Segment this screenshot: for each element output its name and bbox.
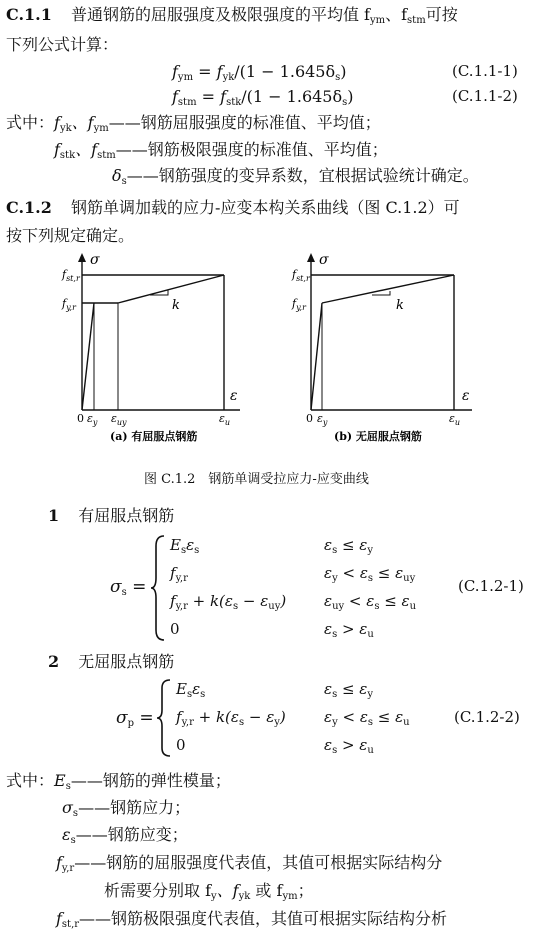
where2-row-2 <box>62 798 190 824</box>
hardening-line <box>118 275 224 303</box>
sys1-brace <box>150 534 166 642</box>
symbol: σ <box>62 798 73 817</box>
sys2-row-1-cond: $\varepsilon_s \le \varepsilon_y$ <box>324 680 374 700</box>
clause-number: C.1.2 <box>6 198 52 217</box>
description: ——钢筋应变； <box>75 825 188 844</box>
subscript: y <box>211 891 217 902</box>
origin-label: 0 <box>77 412 84 425</box>
clause-text: 普通钢筋的屈服强度及极限强度的平均值 f <box>70 5 370 24</box>
where-row-2 <box>54 140 388 166</box>
item-number: 2 <box>48 652 60 671</box>
equation-number: (C.1.2-2) <box>454 708 520 726</box>
subscript: s <box>335 72 341 83</box>
ey-label: $\varepsilon_y$ <box>87 412 98 427</box>
symbol: f <box>54 140 60 159</box>
eq-symbol: f <box>172 62 178 81</box>
subscript: stk <box>59 150 76 161</box>
clause-text-line2: 按下列规定确定。 <box>6 226 135 245</box>
subscript: yk <box>59 123 72 134</box>
sys2-row-3-cond: $\varepsilon_s > \varepsilon_u$ <box>324 736 374 756</box>
clause-number: C.1.1 <box>6 5 52 24</box>
equation-number: (C.1.1-2) <box>452 87 518 105</box>
origin-label: 0 <box>306 412 313 425</box>
symbol: f <box>54 113 60 132</box>
symbol: f <box>56 909 62 928</box>
elastic-line <box>82 303 94 410</box>
equation-c-1-1-1 <box>172 62 347 83</box>
where-lead: 式中： <box>6 113 55 132</box>
sigma-label: σ <box>319 252 329 268</box>
stress-strain-figure <box>0 250 548 450</box>
separator: 、f <box>216 881 239 900</box>
sys1-row-2-cond: $\varepsilon_y < \varepsilon_s \le \varepsilon_{uy}$ <box>324 564 416 584</box>
fst-label: $f_{st,r}$ <box>292 268 310 283</box>
sys1-row-4-expr: 0 <box>170 620 180 638</box>
panel-b <box>291 252 472 443</box>
eq-part: = f <box>196 87 227 106</box>
subscript: ym <box>93 123 109 134</box>
symbol: δ <box>112 166 122 185</box>
sys2-lhs: $\sigma_p$ = <box>116 708 154 729</box>
eu-label: $\varepsilon_u$ <box>449 412 461 427</box>
elastic-line <box>311 303 322 410</box>
clause-c-1-2 <box>6 198 460 218</box>
eq-part: /(1 − 1.645δ <box>241 87 343 106</box>
subscript: s <box>121 176 127 187</box>
subscript: s <box>72 808 79 819</box>
fst-label: $f_{st,r}$ <box>62 268 80 283</box>
panel-a-caption: (a) 有屈服点钢筋 <box>110 430 198 443</box>
subscript: s <box>70 835 76 846</box>
panel-a <box>61 252 240 443</box>
subscript: s <box>342 97 348 108</box>
panel-b-caption: (b) 无屈服点钢筋 <box>334 430 422 443</box>
clause-text-tail: 可按 <box>425 5 458 24</box>
sys1-row-1-cond: $\varepsilon_s \le \varepsilon_y$ <box>324 536 374 556</box>
sys2-brace <box>156 678 172 758</box>
where2-row-3 <box>62 825 188 851</box>
symbol: f <box>56 853 62 872</box>
eps-label: ε <box>230 388 238 404</box>
description-cont: 析需要分别取 f <box>104 881 212 900</box>
item-number: 1 <box>48 506 60 525</box>
separator: 、f <box>75 140 98 159</box>
description: ——钢筋极限强度的标准值、平均值； <box>115 140 388 159</box>
subscript: ym <box>369 15 386 26</box>
clause-text-line2: 下列公式计算： <box>6 35 119 54</box>
subscript: yk <box>238 891 251 902</box>
separator: 、f <box>385 5 408 24</box>
description: ——钢筋的屈服强度代表值，其值可根据实际结构分 <box>74 853 443 872</box>
clause-c-1-1 <box>6 5 458 31</box>
description: ——钢筋极限强度代表值，其值可根据实际结构分析 <box>79 909 448 928</box>
where2-row-4 <box>56 853 442 879</box>
subscript: s <box>121 587 127 598</box>
subscript: ym <box>282 891 298 902</box>
figure-title: 图 C.1.2 钢筋单调受拉应力-应变曲线 <box>144 472 369 487</box>
symbol: ε <box>62 825 71 844</box>
eq-part: /(1 − 1.645δ <box>234 62 336 81</box>
sys2-row-2-expr: $f_{y,r} + k(\varepsilon_s - \varepsilon_y)$ <box>176 708 286 728</box>
sigma-label: σ <box>90 252 100 268</box>
separator: 或 f <box>250 881 283 900</box>
description: ——钢筋强度的变异系数，宜根据试验统计确定。 <box>126 166 479 185</box>
sigma-arrow <box>78 253 86 262</box>
sys1-row-3-expr: $f_{y,r} + k(\varepsilon_s - \varepsilon_{uy})$ <box>170 592 287 612</box>
item-label: 无屈服点钢筋 <box>78 652 175 671</box>
symbol: E <box>54 771 66 790</box>
sys1-lhs: $\sigma_s$ = <box>110 577 147 598</box>
subscript: y,r <box>61 863 75 874</box>
sys1-row-4-cond: $\varepsilon_s > \varepsilon_u$ <box>324 620 374 640</box>
subscript: st,r <box>61 919 80 930</box>
separator: 、f <box>71 113 94 132</box>
where-row-3 <box>112 166 479 192</box>
punct: ； <box>297 881 314 900</box>
where2-row-4-cont <box>104 881 314 907</box>
subscript: ym <box>177 72 194 83</box>
eq-symbol: f <box>172 87 178 106</box>
eps-label: ε <box>462 388 470 404</box>
lhs-symbol: σ <box>110 577 122 597</box>
sys2-row-2-cond: $\varepsilon_y < \varepsilon_s \le \varepsilon_u$ <box>324 708 410 728</box>
subscript: s <box>65 781 71 792</box>
sys2-row-1-expr: $E_s\varepsilon_s$ <box>176 680 206 700</box>
where2-row-5 <box>56 909 447 935</box>
sigma-arrow <box>307 253 315 262</box>
subscript: stm <box>177 97 197 108</box>
fy-label: $f_{y,r}$ <box>292 297 306 312</box>
description: ——钢筋的弹性模量； <box>70 771 231 790</box>
item-1 <box>48 506 174 526</box>
fy-label: $f_{y,r}$ <box>62 297 76 312</box>
sys1-row-2-expr: $f_{y,r}$ <box>170 564 188 584</box>
eq-part: = f <box>193 62 223 81</box>
eq-part: ) <box>347 87 354 106</box>
subscript: stm <box>407 15 426 26</box>
ey-label: $\varepsilon_y$ <box>317 412 328 427</box>
eu-label: $\varepsilon_u$ <box>219 412 231 427</box>
where-row-1 <box>6 113 381 139</box>
where-lead: 式中： <box>6 771 55 790</box>
subscript: p <box>127 718 135 729</box>
subscript: stk <box>226 97 242 108</box>
hardening-line <box>322 275 454 303</box>
clause-text: 钢筋单调加载的应力-应变本构关系曲线（图 C.1.2）可 <box>70 198 460 217</box>
k-label: k <box>396 298 404 313</box>
description: ——钢筋应力； <box>78 798 191 817</box>
subscript: stm <box>97 150 116 161</box>
subscript: yk <box>222 72 235 83</box>
eq-part: ) <box>340 62 347 81</box>
equation-number: (C.1.2-1) <box>458 577 524 595</box>
item-2 <box>48 652 174 672</box>
description: ——钢筋屈服强度的标准值、平均值； <box>108 113 381 132</box>
euy-label: $\varepsilon_{uy}$ <box>111 412 127 427</box>
lhs-symbol: σ <box>116 708 128 728</box>
sys1-row-3-cond: $\varepsilon_{uy} < \varepsilon_s \le \varepsilon_u$ <box>324 592 417 612</box>
sys2-row-3-expr: 0 <box>176 736 186 754</box>
item-label: 有屈服点钢筋 <box>78 506 175 525</box>
where2-row-1 <box>6 771 231 797</box>
sys1-row-1-expr: $E_s\varepsilon_s$ <box>170 536 200 556</box>
equation-c-1-1-2 <box>172 87 354 108</box>
k-label: k <box>172 298 180 313</box>
equation-number: (C.1.1-1) <box>452 62 518 80</box>
